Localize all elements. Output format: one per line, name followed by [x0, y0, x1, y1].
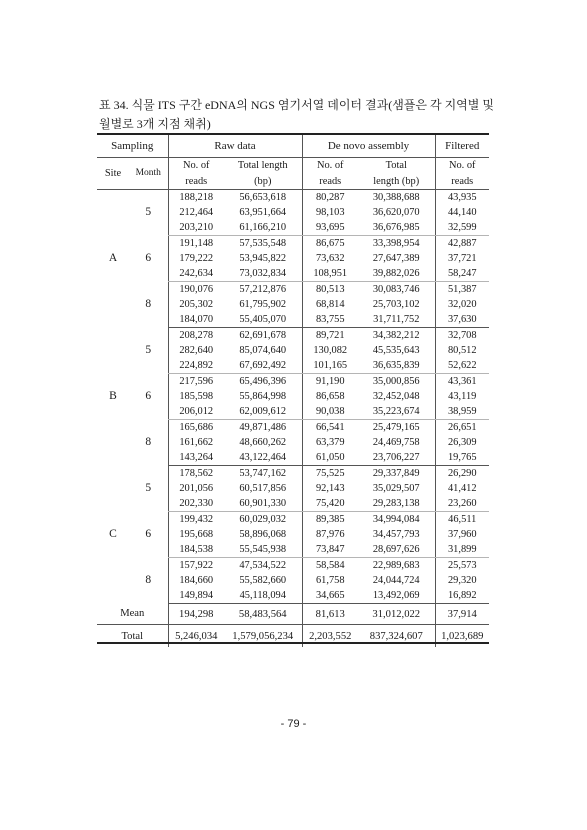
denovo-total-length-cell: 24,044,724: [372, 575, 420, 586]
header-month: Month: [135, 168, 161, 178]
header-raw-total-length: Total length: [237, 160, 288, 171]
filtered-reads-cell: 19,765: [435, 450, 489, 466]
denovo-reads-cell: 73,847: [302, 542, 358, 558]
denovo-reads-cell: 86,675: [302, 236, 358, 252]
table-bottom-rule: [97, 642, 489, 644]
raw-reads-cell: 205,302: [168, 297, 224, 312]
raw-reads-cell: 161,662: [168, 435, 224, 450]
denovo-reads-cell: 73,632: [302, 251, 358, 266]
mean-row: [97, 604, 489, 625]
raw-reads-cell: 143,264: [168, 450, 224, 466]
denovo-reads-cell: 86,658: [302, 389, 358, 404]
filtered-reads-cell: 43,119: [435, 389, 489, 404]
raw-reads-cell: 242,634: [168, 266, 224, 282]
denovo-total-length-cell: 36,676,985: [358, 220, 435, 236]
raw-total-length-cell: 43,122,464: [224, 450, 302, 466]
raw-total-length-cell: 63,951,664: [239, 207, 287, 218]
denovo-reads-cell: 34,665: [302, 588, 358, 604]
raw-total-length-cell: 53,945,822: [239, 253, 287, 264]
total-raw-reads: 5,246,034: [168, 625, 224, 648]
raw-total-length-cell: 61,166,210: [224, 220, 302, 236]
raw-total-length-cell: 73,032,834: [224, 266, 302, 282]
raw-reads-cell: 188,218: [168, 190, 224, 206]
denovo-total-length-cell: 13,492,069: [358, 588, 435, 604]
denovo-reads-cell: 75,420: [302, 496, 358, 512]
denovo-reads-cell: 63,379: [302, 435, 358, 450]
raw-reads-cell: 195,668: [168, 527, 224, 542]
raw-reads-cell: 282,640: [168, 343, 224, 358]
header-filtered-reads: reads: [435, 173, 489, 190]
filtered-reads-cell: 26,651: [435, 420, 489, 436]
filtered-reads-cell: 26,290: [435, 466, 489, 482]
raw-total-length-cell: 57,212,876: [239, 284, 287, 295]
header-raw-no-of: No. of: [168, 158, 224, 174]
header-filtered: Filtered: [435, 135, 489, 158]
denovo-total-length-cell: 25,703,102: [372, 299, 420, 310]
page-number: - 79 -: [280, 718, 307, 730]
denovo-reads-cell: 80,287: [302, 190, 358, 206]
raw-reads-cell: 185,598: [168, 389, 224, 404]
raw-total-length-cell: 62,009,612: [224, 404, 302, 420]
denovo-total-length-cell: 35,029,507: [372, 483, 420, 494]
month-cell: 5: [145, 344, 152, 356]
header-raw-data: Raw data: [168, 135, 302, 158]
table-row: [97, 466, 489, 482]
raw-reads-cell: 206,012: [168, 404, 224, 420]
month-cell: 5: [145, 482, 152, 494]
mean-denovo-length: 31,012,022: [358, 604, 435, 625]
raw-reads-cell: 224,892: [168, 358, 224, 374]
month-cell: 8: [145, 574, 152, 586]
denovo-total-length-cell: 24,469,758: [372, 437, 420, 448]
month-cell: 5: [145, 206, 152, 219]
denovo-total-length-cell: 28,697,626: [358, 542, 435, 558]
header-raw-bp: (bp): [254, 175, 272, 187]
raw-total-length-cell: 55,545,938: [224, 542, 302, 558]
raw-reads-cell: 217,596: [168, 374, 224, 390]
total-filtered-reads: 1,023,689: [435, 625, 489, 648]
denovo-reads-cell: 61,050: [302, 450, 358, 466]
raw-total-length-cell: 60,517,856: [239, 483, 287, 494]
filtered-reads-cell: 23,260: [435, 496, 489, 512]
denovo-reads-cell: 80,513: [302, 282, 358, 298]
filtered-reads-cell: 16,892: [435, 588, 489, 604]
header-denovo-length-bp: length (bp): [373, 175, 420, 187]
month-cell: 6: [145, 528, 152, 540]
table-row: [97, 512, 489, 528]
table-caption: 표 34. 식물 ITS 구간 eDNA의 NGS 염기서열 데이터 결과(샘플은 각 지역별 및 월별로 3개 지점 채취): [99, 98, 494, 131]
filtered-reads-cell: 25,573: [435, 558, 489, 574]
raw-total-length-cell: 55,405,070: [224, 312, 302, 328]
header-denovo-no-of: No. of: [302, 158, 358, 174]
denovo-reads-cell: 91,190: [302, 374, 358, 390]
denovo-reads-cell: 61,758: [302, 573, 358, 588]
denovo-total-length-cell: 34,457,793: [372, 529, 420, 540]
raw-total-length-cell: 65,496,396: [239, 376, 287, 387]
denovo-total-length-cell: 32,452,048: [372, 391, 420, 402]
month-cell: 8: [145, 436, 152, 448]
raw-total-length-cell: 47,534,522: [239, 560, 287, 571]
month-cell: 6: [145, 390, 152, 402]
filtered-reads-cell: 80,512: [435, 343, 489, 358]
header-filtered-no-of: No. of: [435, 158, 489, 174]
denovo-reads-cell: 89,721: [302, 328, 358, 344]
denovo-reads-cell: 66,541: [302, 420, 358, 436]
header-denovo-total: Total: [385, 160, 407, 171]
raw-reads-cell: 201,056: [168, 481, 224, 496]
raw-total-length-cell: 67,692,492: [224, 358, 302, 374]
denovo-total-length-cell: 30,388,688: [372, 192, 420, 203]
raw-total-length-cell: 60,029,032: [239, 514, 287, 525]
table-row: [97, 282, 489, 298]
denovo-total-length-cell: 36,620,070: [372, 207, 420, 218]
total-raw-length: 1,579,056,234: [232, 630, 294, 642]
denovo-total-length-cell: 27,647,389: [372, 253, 420, 264]
table-body: [97, 190, 489, 604]
table-row: [97, 328, 489, 344]
raw-total-length-cell: 61,795,902: [239, 299, 287, 310]
mean-filtered-reads: 37,914: [435, 604, 489, 625]
raw-reads-cell: 184,070: [168, 312, 224, 328]
denovo-reads-cell: 58,584: [302, 558, 358, 574]
raw-reads-cell: 157,922: [168, 558, 224, 574]
denovo-total-length-cell: 34,382,212: [372, 330, 420, 341]
raw-reads-cell: 179,222: [168, 251, 224, 266]
raw-reads-cell: 203,210: [168, 220, 224, 236]
denovo-reads-cell: 130,082: [302, 343, 358, 358]
mean-denovo-reads: 81,613: [302, 604, 358, 625]
filtered-reads-cell: 37,630: [435, 312, 489, 328]
filtered-reads-cell: 26,309: [435, 435, 489, 450]
header-de-novo-assembly: De novo assembly: [302, 135, 435, 158]
raw-total-length-cell: 45,118,094: [224, 588, 302, 604]
filtered-reads-cell: 29,320: [435, 573, 489, 588]
denovo-reads-cell: 75,525: [302, 466, 358, 482]
denovo-reads-cell: 90,038: [302, 404, 358, 420]
header-site: Site: [104, 168, 122, 179]
raw-reads-cell: 190,076: [168, 282, 224, 298]
site-cell: A: [108, 252, 118, 265]
denovo-reads-cell: 92,143: [302, 481, 358, 496]
filtered-reads-cell: 52,622: [435, 358, 489, 374]
site-cell: C: [109, 528, 117, 540]
denovo-total-length-cell: 35,223,674: [358, 404, 435, 420]
filtered-reads-cell: 51,387: [435, 282, 489, 298]
raw-total-length-cell: 56,653,618: [239, 192, 287, 203]
raw-total-length-cell: 85,074,640: [239, 345, 287, 356]
denovo-reads-cell: 89,385: [302, 512, 358, 528]
denovo-total-length-cell: 22,989,683: [372, 560, 420, 571]
denovo-total-length-cell: 25,479,165: [372, 422, 420, 433]
raw-total-length-cell: 55,864,998: [239, 391, 287, 402]
raw-reads-cell: 149,894: [168, 588, 224, 604]
raw-reads-cell: 184,538: [168, 542, 224, 558]
site-cell: B: [109, 390, 117, 402]
raw-total-length-cell: 60,901,330: [224, 496, 302, 512]
raw-reads-cell: 199,432: [168, 512, 224, 528]
filtered-reads-cell: 37,721: [435, 251, 489, 266]
denovo-total-length-cell: 36,635,839: [358, 358, 435, 374]
raw-reads-cell: 202,330: [168, 496, 224, 512]
raw-reads-cell: 208,278: [168, 328, 224, 344]
raw-total-length-cell: 49,871,486: [239, 422, 287, 433]
raw-total-length-cell: 58,896,068: [239, 529, 287, 540]
filtered-reads-cell: 37,960: [435, 527, 489, 542]
filtered-reads-cell: 31,899: [435, 542, 489, 558]
total-denovo-length: 837,324,607: [369, 630, 423, 642]
filtered-reads-cell: 43,361: [435, 374, 489, 390]
mean-raw-length: 58,483,564: [224, 604, 302, 625]
filtered-reads-cell: 58,247: [435, 266, 489, 282]
total-label: Total: [121, 630, 144, 642]
table-row: [97, 190, 489, 206]
raw-total-length-cell: 62,691,678: [239, 330, 287, 341]
table-row: [97, 236, 489, 252]
raw-total-length-cell: 48,660,262: [239, 437, 287, 448]
header-denovo-reads: reads: [302, 173, 358, 190]
mean-raw-reads: 194,298: [168, 604, 224, 625]
denovo-total-length-cell: 39,882,026: [358, 266, 435, 282]
denovo-total-length-cell: 23,706,227: [358, 450, 435, 466]
denovo-reads-cell: 98,103: [302, 205, 358, 220]
filtered-reads-cell: 32,708: [435, 328, 489, 344]
denovo-total-length-cell: 31,711,752: [358, 312, 435, 328]
month-cell: 8: [145, 298, 152, 310]
denovo-reads-cell: 87,976: [302, 527, 358, 542]
filtered-reads-cell: 38,959: [435, 404, 489, 420]
denovo-total-length-cell: 45,535,643: [372, 345, 420, 356]
filtered-reads-cell: 43,935: [435, 190, 489, 206]
raw-reads-cell: 191,148: [168, 236, 224, 252]
raw-total-length-cell: 57,535,548: [239, 238, 287, 249]
filtered-reads-cell: 44,140: [435, 205, 489, 220]
denovo-reads-cell: 101,165: [302, 358, 358, 374]
denovo-total-length-cell: 29,283,138: [358, 496, 435, 512]
denovo-reads-cell: 93,695: [302, 220, 358, 236]
total-denovo-reads: 2,203,552: [302, 625, 358, 648]
mean-label: Mean: [97, 604, 168, 625]
denovo-total-length-cell: 33,398,954: [372, 238, 420, 249]
header-sampling: Sampling: [97, 135, 168, 158]
month-cell: 6: [145, 252, 152, 264]
raw-total-length-cell: 55,582,660: [239, 575, 287, 586]
ngs-results-table: [97, 135, 489, 647]
denovo-reads-cell: 83,755: [302, 312, 358, 328]
denovo-total-length-cell: 29,337,849: [372, 468, 420, 479]
raw-reads-cell: 178,562: [168, 466, 224, 482]
raw-total-length-cell: 53,747,162: [239, 468, 287, 479]
raw-reads-cell: 165,686: [168, 420, 224, 436]
filtered-reads-cell: 42,887: [435, 236, 489, 252]
denovo-reads-cell: 68,814: [302, 297, 358, 312]
raw-reads-cell: 212,464: [168, 205, 224, 220]
filtered-reads-cell: 46,511: [435, 512, 489, 528]
table-row: [97, 558, 489, 574]
table-row: [97, 420, 489, 436]
filtered-reads-cell: 41,412: [435, 481, 489, 496]
header-raw-reads: reads: [168, 173, 224, 190]
raw-reads-cell: 184,660: [168, 573, 224, 588]
denovo-reads-cell: 108,951: [302, 266, 358, 282]
filtered-reads-cell: 32,020: [435, 297, 489, 312]
table-row: [97, 374, 489, 390]
denovo-total-length-cell: 35,000,856: [372, 376, 420, 387]
denovo-total-length-cell: 30,083,746: [372, 284, 420, 295]
filtered-reads-cell: 32,599: [435, 220, 489, 236]
denovo-total-length-cell: 34,994,084: [372, 514, 420, 525]
